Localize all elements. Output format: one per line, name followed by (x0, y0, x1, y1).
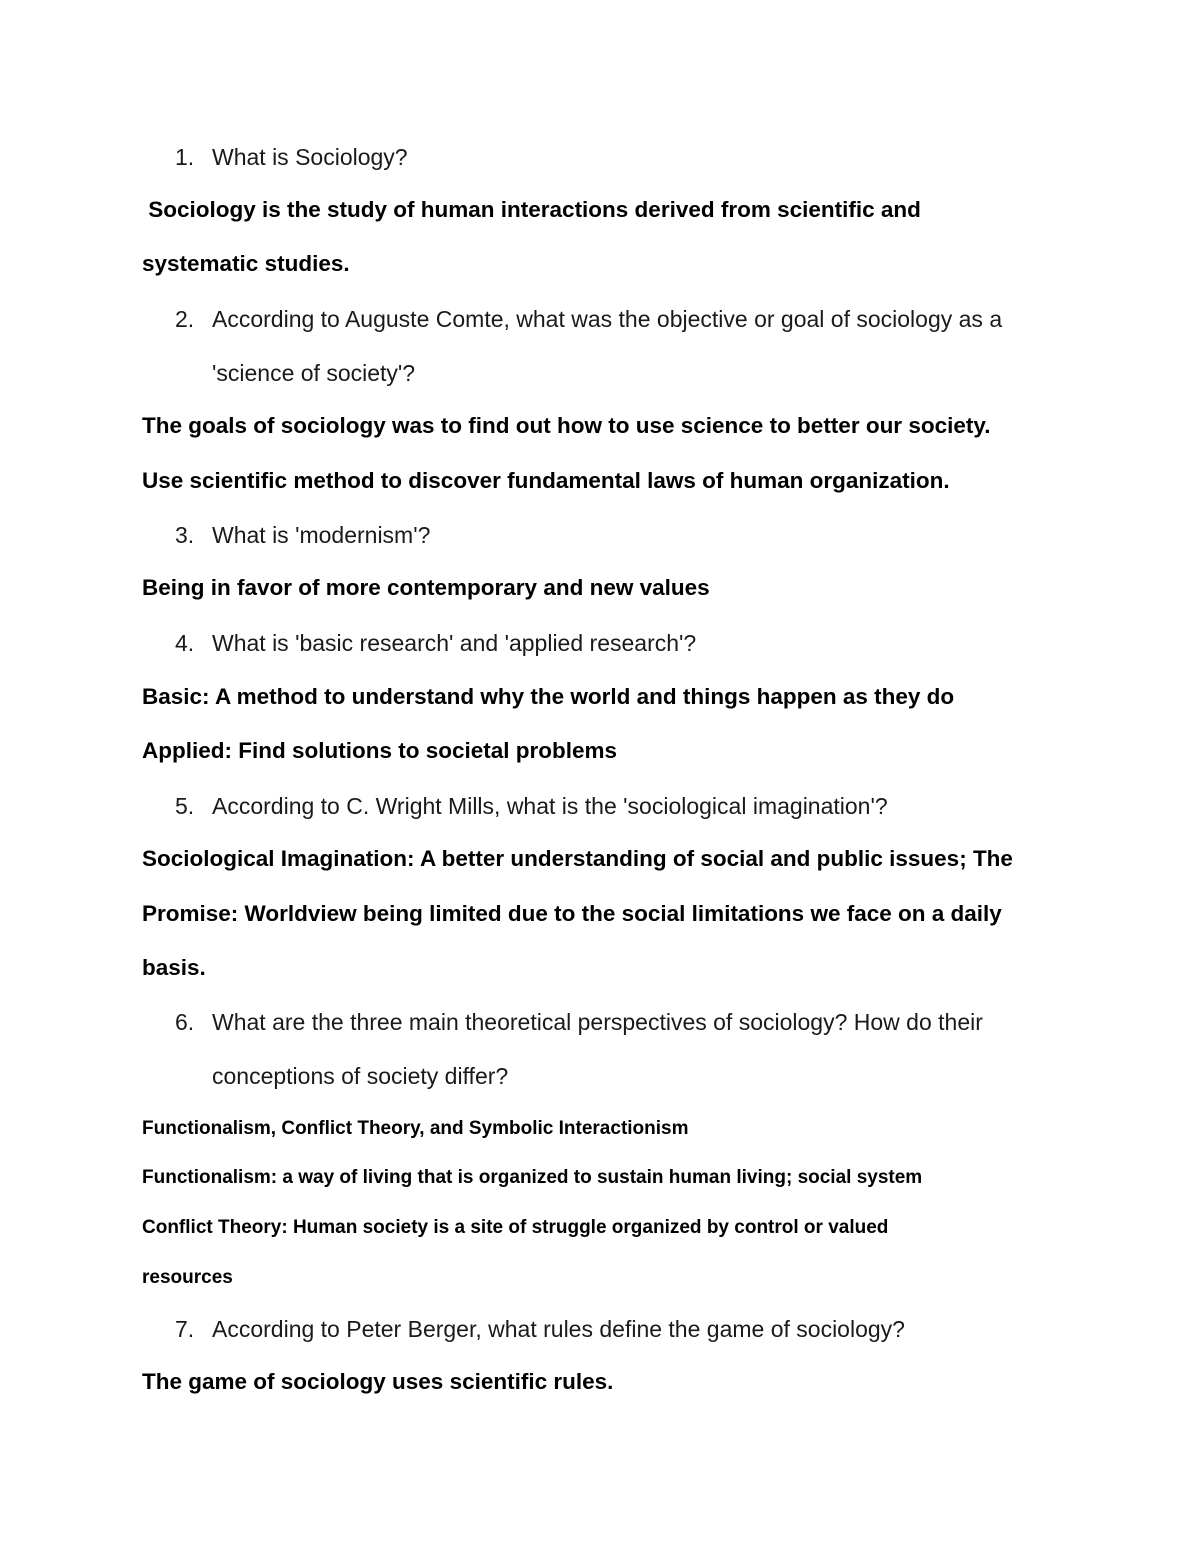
question-number: 1. (175, 144, 195, 170)
answer-5-line-3: basis. (142, 955, 206, 980)
answer-3-line-1: Being in favor of more contemporary and new values (142, 575, 710, 600)
question-text: What are the three main theoretical perspectives of sociology? How do their (212, 1009, 983, 1035)
question-number: 5. (175, 793, 195, 819)
answer-4-line-2: Applied: Find solutions to societal problems (142, 738, 618, 763)
question-text: What is Sociology? (212, 144, 408, 170)
answer-1-line-2: systematic studies. (142, 251, 350, 276)
answer-1-line-1: Sociology is the study of human interactions derived from scientific and (142, 197, 921, 222)
question-text: According to C. Wright Mills, what is the 'sociological imagination'? (212, 793, 888, 819)
question-number: 6. (175, 1009, 195, 1035)
question-text: According to Auguste Comte, what was the objective or goal of sociology as a (212, 306, 1003, 332)
question-text: What is 'basic research' and 'applied research'? (212, 630, 697, 656)
answer-2-line-1: The goals of sociology was to find out how to use science to better our society. (142, 413, 991, 438)
answer-2-line-2: Use scientific method to discover fundamental laws of human organization. (142, 468, 950, 493)
answer-6-line-2: Functionalism: a way of living that is organized to sustain human living; social system (142, 1167, 923, 1188)
question-number: 3. (175, 522, 195, 548)
question-text: conceptions of society differ? (212, 1063, 509, 1089)
question-text: According to Peter Berger, what rules define the game of sociology? (212, 1316, 905, 1342)
question-text: 'science of society'? (212, 360, 416, 386)
answer-6-line-3: Conflict Theory: Human society is a site of struggle organized by control or valued (142, 1217, 889, 1238)
question-text: What is 'modernism'? (212, 522, 431, 548)
answer-5-line-1: Sociological Imagination: A better understanding of social and public issues; The (142, 846, 1013, 871)
answer-7-line-1: The game of sociology uses scientific rules. (142, 1369, 614, 1394)
answer-6-line-1: Functionalism, Conflict Theory, and Symbolic Interactionism (142, 1118, 689, 1139)
question-number: 2. (175, 306, 195, 332)
answer-5-line-2: Promise: Worldview being limited due to the social limitations we face on a daily (142, 901, 1002, 926)
answer-4-line-1: Basic: A method to understand why the world and things happen as they do (142, 684, 955, 709)
question-number: 4. (175, 630, 195, 656)
question-number: 7. (175, 1316, 195, 1342)
answer-6-line-4: resources (142, 1267, 233, 1288)
